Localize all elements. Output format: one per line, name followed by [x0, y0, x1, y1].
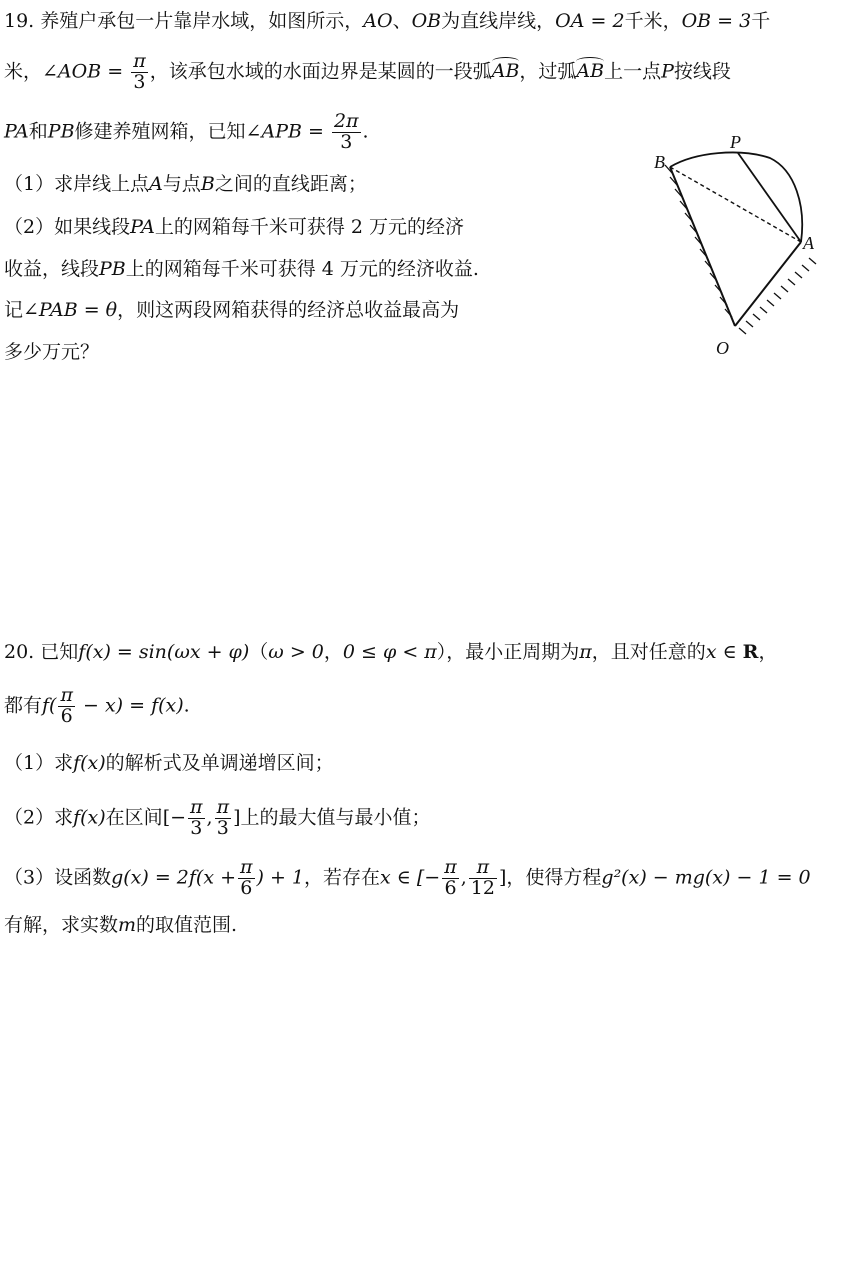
q20-part3: （3）设函数g(x) = 2f(x + $\frac{\pi}{6}$ ) + 1，若存在x ∈ [− $\frac{\pi}{6}$ , $\frac{\pi}{12}$ ]，使得方程g²(x) − mg(x) − 1 = 0 — [4, 856, 811, 899]
shoreline-ob — [670, 167, 735, 326]
arc-ab: AB — [491, 60, 520, 83]
q20-frac-pi-3a: $\frac{\pi}{3}$ — [190, 796, 203, 839]
hatch-oa — [739, 258, 816, 334]
q20-frac-pi-12: $\frac{\pi}{12}$ — [470, 856, 495, 899]
q20-frac-pi-3b: $\frac{\pi}{3}$ — [216, 796, 230, 839]
arc-ab: AB — [576, 60, 605, 83]
q19-part2-line4: 多少万元？ — [4, 341, 100, 363]
q19-frac-pi-3: $\frac{\pi}{3}$ — [133, 50, 146, 93]
segment-pa — [738, 153, 801, 242]
q20-line2: 都有f( $\frac{\pi}{6}$ − x) = f(x). — [4, 684, 190, 727]
label-b: B — [654, 152, 665, 172]
q20-part1: （1）求f(x)的解析式及单调递增区间； — [4, 752, 334, 774]
arc-boundary — [670, 152, 802, 242]
q19-part2-line1: （2）如果线段PA上的网箱每千米可获得 2 万元的经济 — [4, 216, 465, 238]
q19-part2-line3: 记∠PAB = θ，则这两段网箱获得的经济总收益最高为 — [4, 299, 460, 321]
q19-number: 19. — [4, 10, 35, 32]
q20-frac-pi-6b: $\frac{\pi}{6}$ — [240, 856, 253, 899]
q20-frac-pi-6c: $\frac{\pi}{6}$ — [444, 856, 457, 899]
q19-line1: 19. 养殖户承包一片靠岸水域，如图所示，AO、OB为直线岸线，OA = 2千米，OB = 3千 — [4, 10, 771, 32]
label-a: A — [803, 233, 814, 253]
label-o: O — [716, 338, 729, 358]
q19-line2: 米，∠AOB = $\frac{\pi}{3}$ ，该承包水域的水面边界是某圆的一段弧AB，过弧AB上一点P按线段 — [4, 50, 731, 93]
label-p: P — [730, 132, 741, 152]
q20-number: 20. — [4, 641, 35, 663]
q19-frac-2pi-3: $\frac{2\pi}{3}$ — [333, 110, 359, 153]
q20-line6: 有解，求实数m的取值范围. — [4, 914, 238, 936]
q19-figure — [640, 128, 830, 360]
q19-part1: （1）求岸线上点A与点B之间的直线距离； — [4, 173, 367, 195]
q20-frac-pi-6: $\frac{\pi}{6}$ — [60, 684, 73, 727]
q19-part2-line2: 收益，线段PB上的网箱每千米可获得 4 万元的经济收益. — [4, 258, 479, 280]
q20-part2: （2）求f(x)在区间[− $\frac{\pi}{3}$ , $\frac{\pi}{3}$ ]上的最大值与最小值； — [4, 796, 431, 839]
segment-ba-dashed — [670, 167, 801, 242]
q19-line3: PA和PB修建养殖网箱，已知∠APB = $\frac{2\pi}{3}$ . — [4, 110, 369, 153]
shoreline-oa — [735, 242, 801, 326]
q20-line1: 20. 已知f(x) = sin(ωx + φ)（ω > 0，0 ≤ φ < π），最小正周期为π，且对任意的x ∈ R， — [4, 641, 778, 663]
